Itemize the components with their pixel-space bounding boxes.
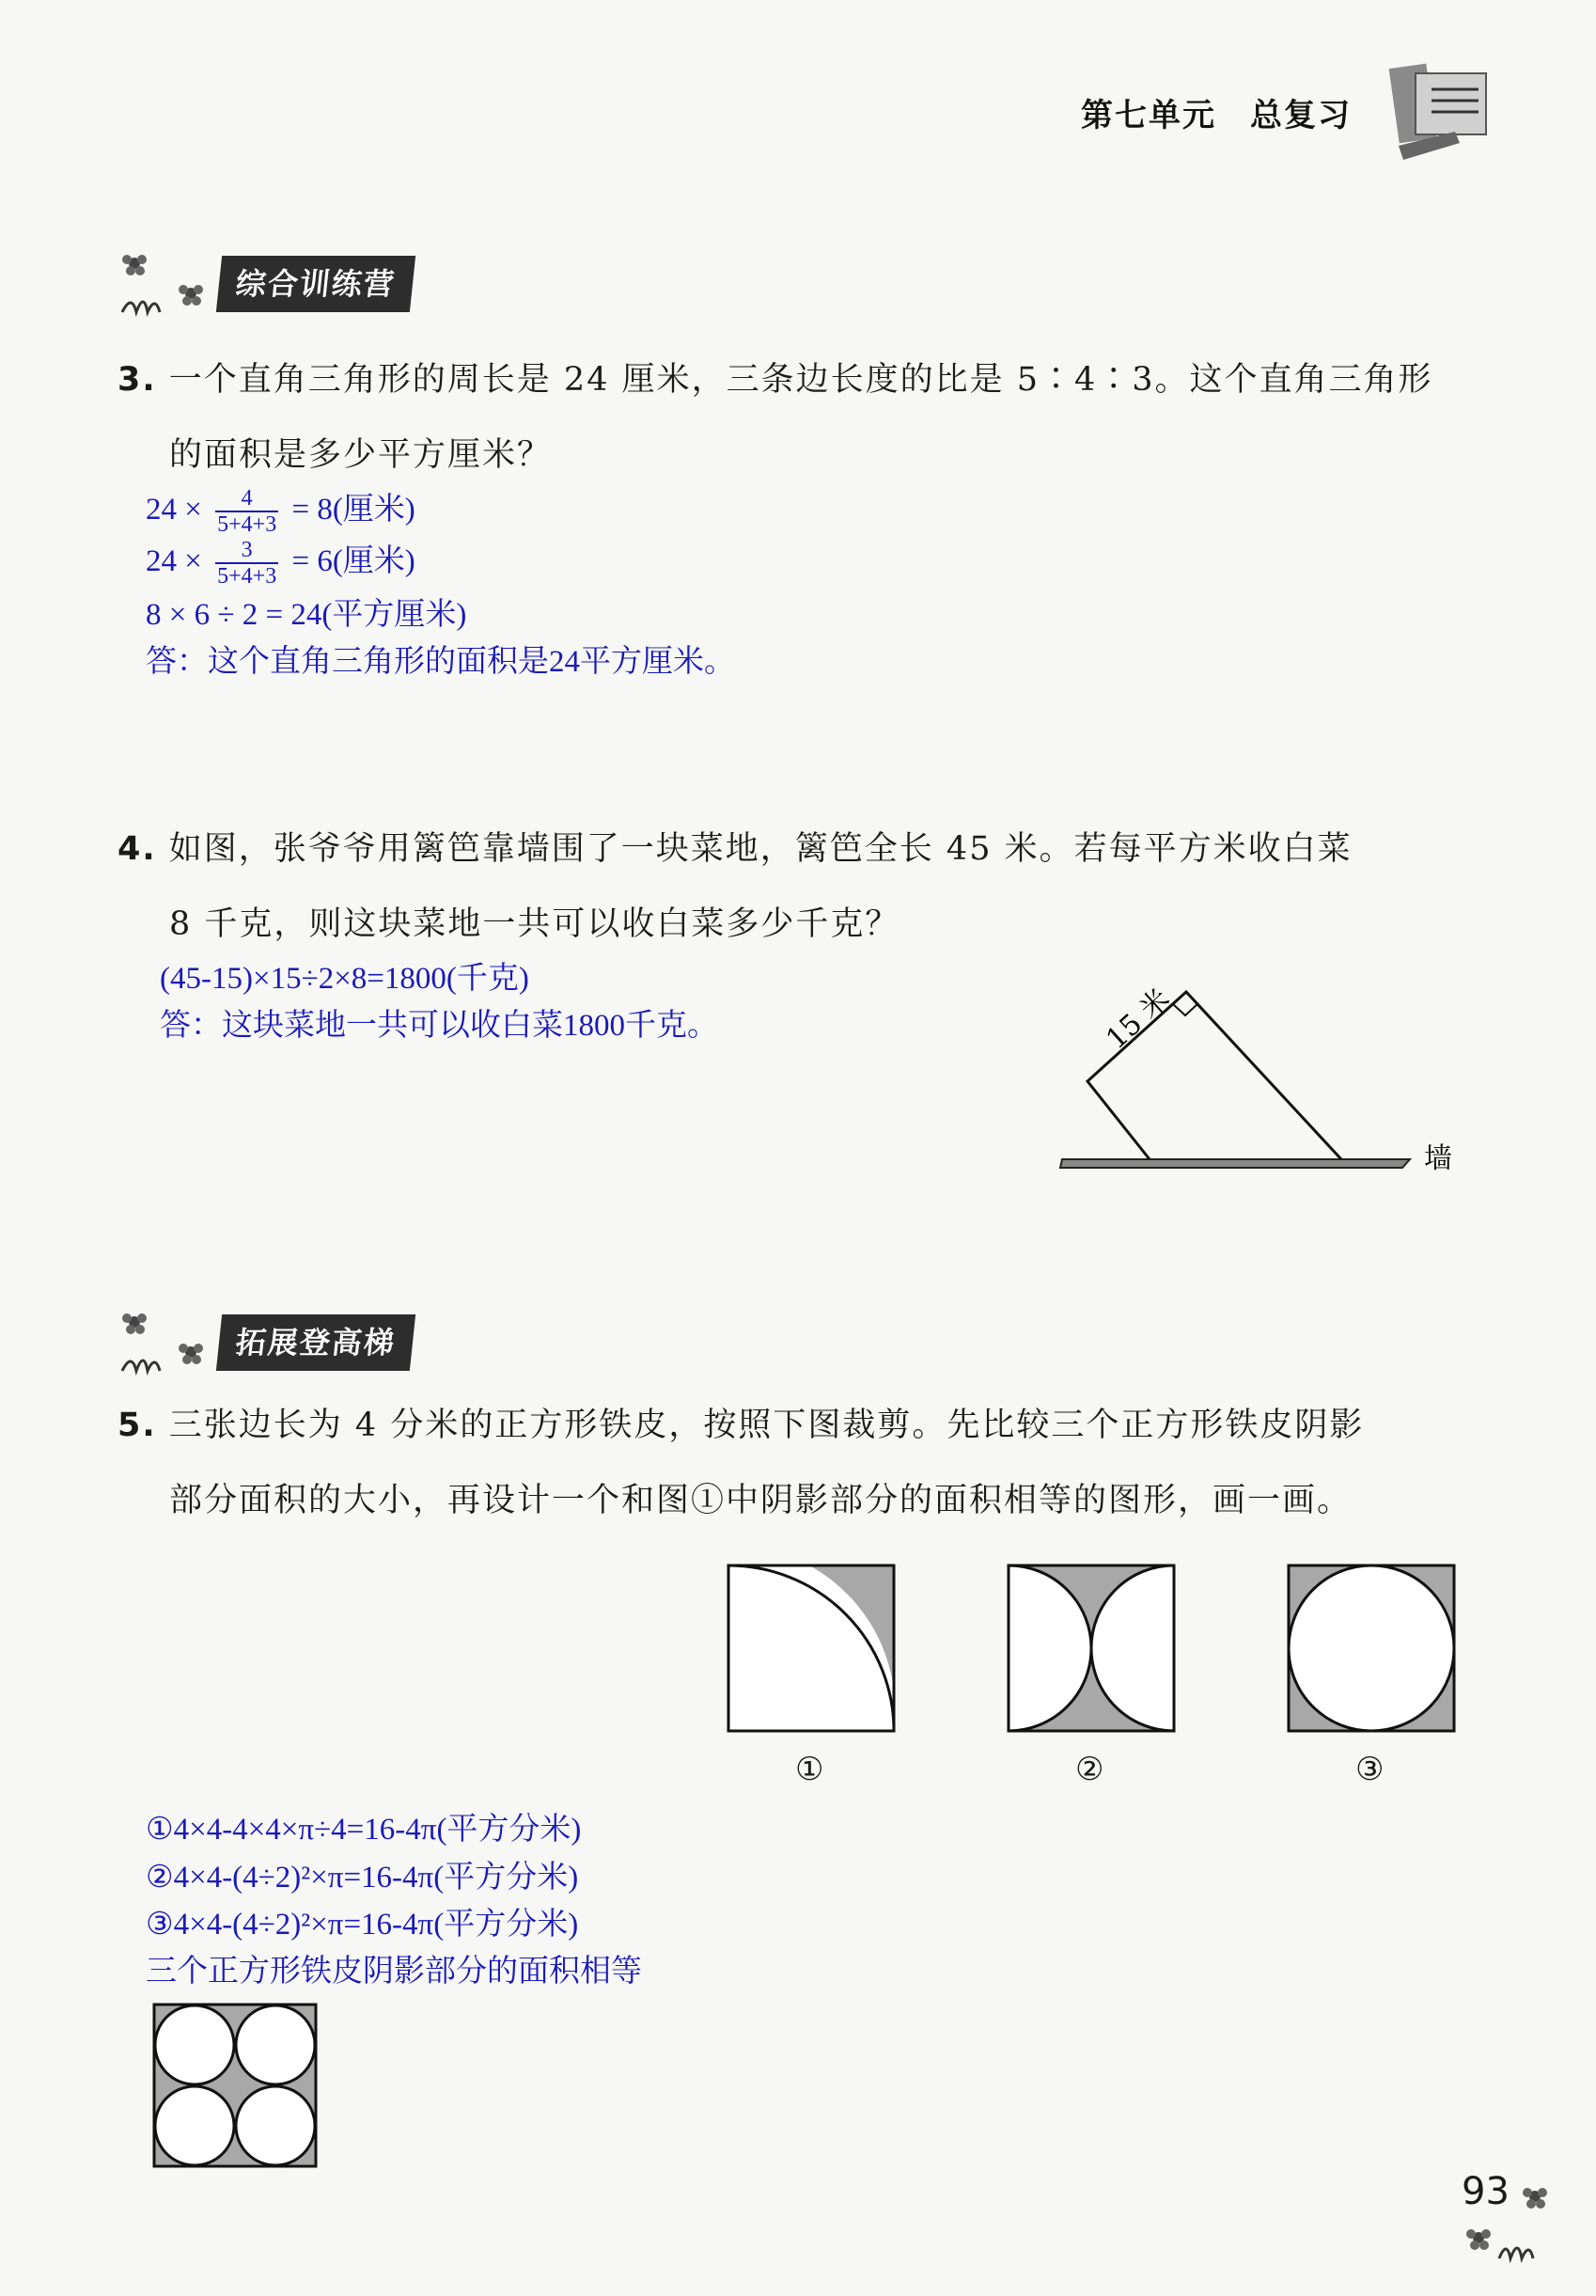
q3-answer-line2 bbox=[146, 538, 415, 589]
section-heading-1 bbox=[117, 256, 587, 318]
figure-2-label: ② bbox=[1075, 1751, 1104, 1788]
section-heading-2 bbox=[117, 1314, 587, 1376]
q3-answer-line4: 答：这个直角三角形的面积是24平方厘米。 bbox=[146, 645, 735, 679]
q3-a1-denominator: 5+4+3 bbox=[217, 512, 277, 538]
q5-line1 bbox=[117, 1401, 1364, 1450]
figure-2-two-semicircles bbox=[1004, 1561, 1182, 1739]
q4-answer-line2: 答：这块菜地一共可以收白菜1800千克。 bbox=[160, 1009, 718, 1043]
q3-a2-post: = 6(厘米) bbox=[291, 544, 415, 578]
page-number: 93 bbox=[1462, 2170, 1510, 2213]
q4-line2: 8 千克，则这块菜地一共可以收白菜多少千克？ bbox=[169, 905, 900, 943]
q5-answer-line1: ①4×4-4×4×π÷4=16-4π(平方分米) bbox=[146, 1813, 582, 1847]
figure-3-inscribed-circle bbox=[1284, 1561, 1463, 1739]
section-title: 拓展登高梯 bbox=[216, 1314, 415, 1371]
q3-a2-numerator: 3 bbox=[215, 538, 278, 564]
q3-a2-pre: 24 × bbox=[146, 544, 202, 578]
q4-text1: 如图，张爷爷用篱笆靠墙围了一块菜地，篱笆全长 45 米。若每平方米收白菜 bbox=[168, 830, 1353, 868]
side-length-label: 15 米 bbox=[1100, 983, 1177, 1057]
right-angle-mark bbox=[1173, 1003, 1198, 1015]
q3-text1: 一个直角三角形的周长是 24 厘米，三条边长度的比是 5∶4∶3。这个直角三角形 bbox=[168, 361, 1433, 399]
q5-answer-line3: ③4×4-(4÷2)²×π=16-4π(平方分米) bbox=[146, 1908, 579, 1942]
q5-answer-line2: ②4×4-(4÷2)²×π=16-4π(平方分米) bbox=[146, 1861, 579, 1895]
q3-a1-post: = 8(厘米) bbox=[291, 493, 415, 527]
q4-number: 4. bbox=[117, 830, 157, 868]
q5-text1: 三张边长为 4 分米的正方形铁皮，按照下图裁剪。先比较三个正方形铁皮阴影 bbox=[168, 1407, 1365, 1444]
q5-line2: 部分面积的大小，再设计一个和图①中阴影部分的面积相等的图形，画一画。 bbox=[169, 1482, 1353, 1519]
wall-shape bbox=[1060, 1159, 1410, 1168]
q3-answer-line1 bbox=[146, 486, 415, 537]
q3-a2-fraction bbox=[215, 538, 278, 589]
q3-line2: 的面积是多少平方厘米？ bbox=[169, 436, 553, 474]
q3-line1 bbox=[117, 355, 1433, 404]
q5-number: 5. bbox=[117, 1407, 157, 1444]
q3-a1-pre: 24 × bbox=[146, 493, 202, 527]
figure-3-label: ③ bbox=[1355, 1751, 1385, 1788]
section-title: 综合训练营 bbox=[216, 256, 415, 312]
figure-1-label: ① bbox=[795, 1751, 824, 1788]
q3-answer-line3: 8 × 6 ÷ 2 = 24(平方厘米) bbox=[146, 598, 467, 632]
q4-answer-line1: (45-15)×15÷2×8=1800(千克) bbox=[160, 962, 529, 996]
q4-line1 bbox=[117, 825, 1353, 873]
unit-header: 第七单元 总复习 bbox=[1081, 97, 1352, 134]
q5-answer-line4: 三个正方形铁皮阴影部分的面积相等 bbox=[146, 1955, 642, 1989]
flower-grass-icon bbox=[1452, 2183, 1556, 2268]
answer-four-circles-figure bbox=[150, 2001, 321, 2172]
q3-a1-numerator: 4 bbox=[215, 486, 278, 512]
q3-a2-denominator: 5+4+3 bbox=[217, 564, 277, 590]
q3-a1-fraction bbox=[215, 486, 278, 537]
book-stack-icon bbox=[1380, 56, 1502, 169]
flower-grass-icon bbox=[117, 1305, 221, 1380]
figure-1-quarter-circle bbox=[724, 1561, 902, 1739]
flower-grass-icon bbox=[117, 246, 221, 322]
q4-garden-figure bbox=[1053, 968, 1476, 1185]
wall-label: 墙 bbox=[1424, 1142, 1452, 1175]
q3-number: 3. bbox=[117, 361, 157, 399]
